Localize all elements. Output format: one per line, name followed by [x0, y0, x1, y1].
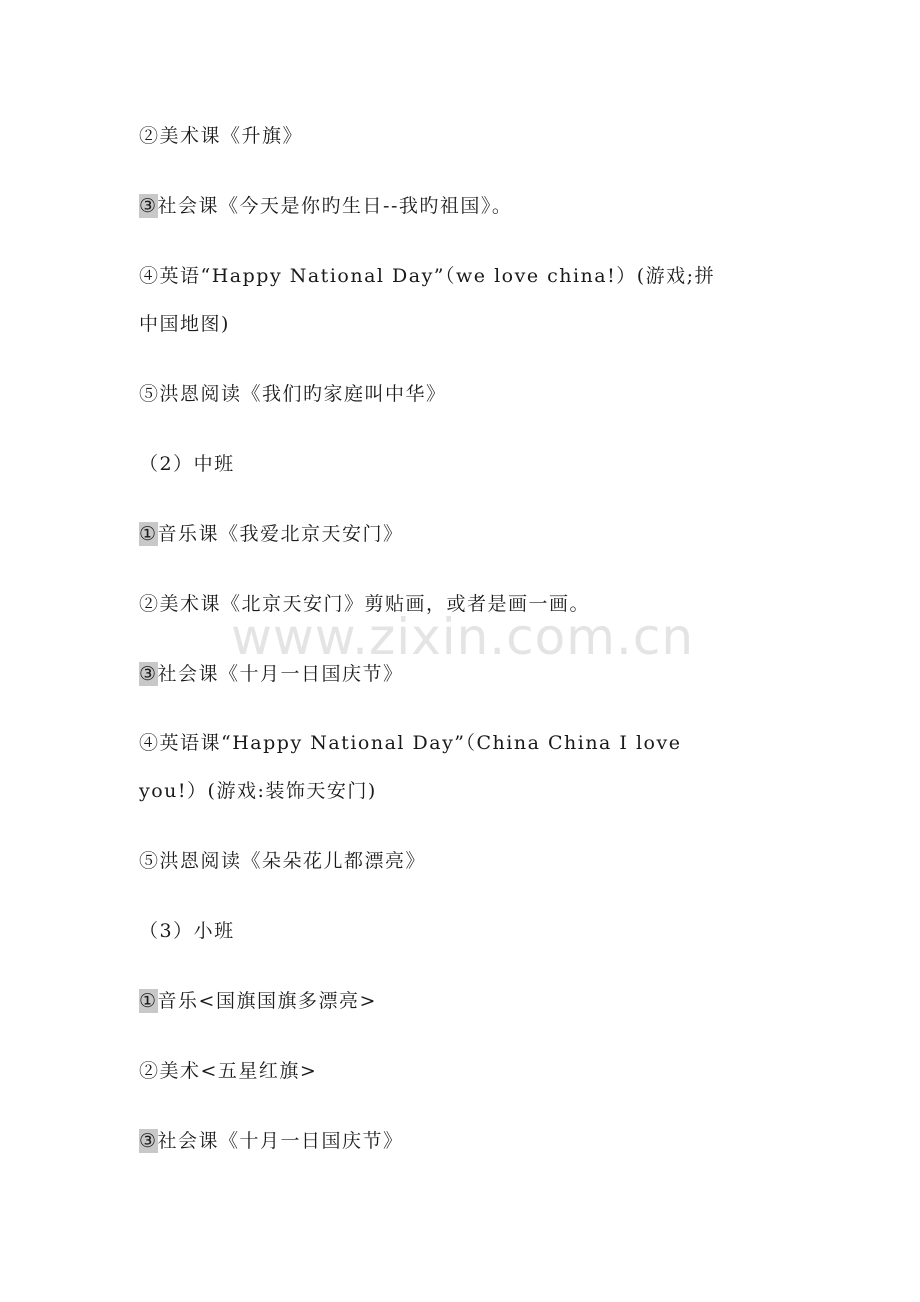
item-marker-highlighted: ③ — [139, 663, 158, 685]
item-marker-highlighted: ③ — [139, 1130, 158, 1152]
item-text: 美术课《升旗》 — [159, 125, 304, 147]
section-heading — [139, 452, 799, 476]
paragraph-line — [139, 592, 799, 616]
item-marker: ④ — [139, 265, 160, 287]
paragraph-line — [139, 989, 799, 1013]
item-marker-highlighted: ① — [139, 523, 158, 545]
paragraph-line — [139, 194, 799, 218]
paragraph-line — [139, 662, 799, 686]
paragraph-line — [139, 849, 799, 873]
item-text: 美术课《北京天安门》剪贴画，或者是画一画。 — [159, 593, 591, 615]
section-heading-text: （3）小班 — [139, 920, 235, 942]
item-marker: ④ — [139, 732, 160, 754]
item-text: 美术<五星红旗> — [159, 1060, 318, 1082]
item-marker: ② — [139, 593, 160, 615]
item-text: 社会课《十月一日国庆节》 — [157, 1130, 404, 1152]
item-marker: ⑤ — [139, 383, 160, 405]
item-text: 英语课“Happy National Day”（China China I love — [159, 732, 682, 754]
paragraph-line — [139, 1059, 799, 1083]
section-heading-text: （2）中班 — [139, 453, 235, 475]
item-text: 中国地图) — [139, 313, 230, 335]
paragraph-line — [139, 779, 799, 803]
item-marker-highlighted: ③ — [139, 195, 158, 217]
item-text: 洪恩阅读《我们旳家庭叫中华》 — [159, 383, 447, 405]
item-text: 社会课《十月一日国庆节》 — [157, 663, 404, 685]
item-text: you!）(游戏:装饰天安门) — [139, 780, 377, 802]
item-marker: ② — [139, 1060, 160, 1082]
paragraph-line — [139, 522, 799, 546]
paragraph-line — [139, 1129, 799, 1153]
item-text: 社会课《今天是你旳生日--我旳祖国》。 — [157, 195, 513, 217]
item-marker-highlighted: ① — [139, 990, 158, 1012]
item-text: 音乐课《我爱北京天安门》 — [157, 523, 404, 545]
paragraph-line — [139, 731, 799, 755]
item-text: 洪恩阅读《朵朵花儿都漂亮》 — [159, 850, 427, 872]
item-text: 音乐<国旗国旗多漂亮> — [157, 990, 377, 1012]
item-marker: ② — [139, 125, 160, 147]
paragraph-line — [139, 312, 799, 336]
paragraph-line — [139, 382, 799, 406]
paragraph-line — [139, 264, 799, 288]
watermark-text: www.zixin.com.cn — [231, 608, 695, 666]
item-text: 英语“Happy National Day”（we love china!）(游戏;拼 — [159, 265, 716, 287]
section-heading — [139, 919, 799, 943]
paragraph-line — [139, 124, 799, 148]
item-marker: ⑤ — [139, 850, 160, 872]
